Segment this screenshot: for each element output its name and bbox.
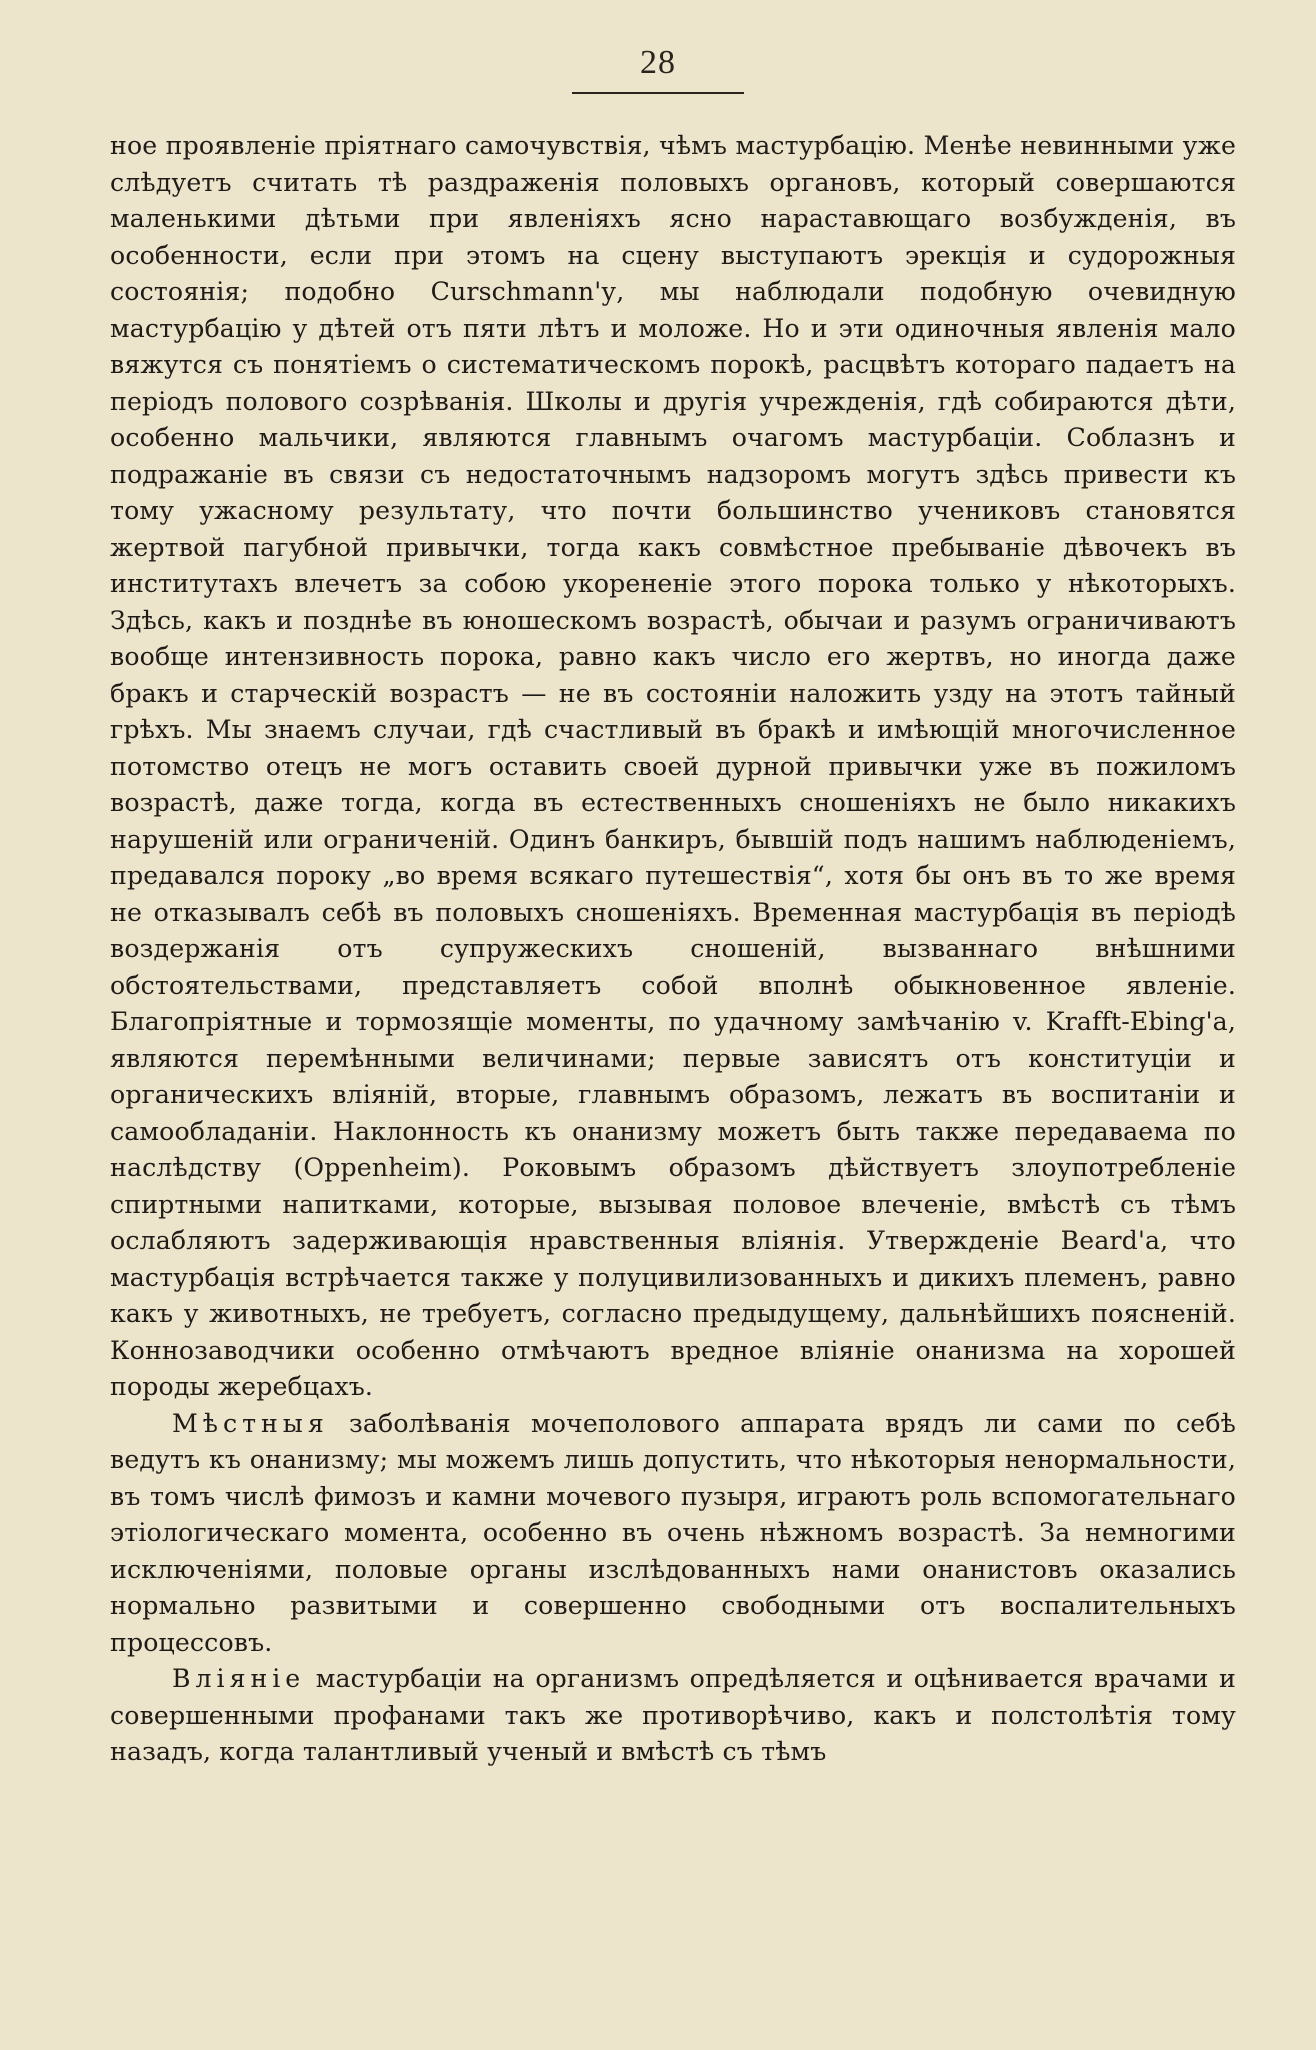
paragraph-3-lead: Вліяніе — [172, 1664, 306, 1693]
header-rule — [572, 92, 744, 94]
paragraph-1-text: ное проявленіе пріятнаго самочувствія, чѣмъ мастурбацію. Менѣе невинными уже слѣдуетъ считать тѣ раздраженія половыхъ органовъ, который совершаются маленькими дѣтьми при явленіяхъ ясно нараставющаго возбужденія, въ особенности, если при этомъ на сцену выступаютъ эрекція и судорожныя состоянія; подобно Curschmann'у, мы наблюдали подобную очевидную мастурбацію у дѣтей отъ пяти лѣтъ и моложе. Но и эти одиночныя явленія мало вяжутся съ понятіемъ о систематическомъ порокѣ, расцвѣтъ котораго падаетъ на періодъ полового созрѣванія. Школы и другія учрежденія, гдѣ собираются дѣти, особенно мальчики, являются главнымъ очагомъ мастурбаціи. Соблазнъ и подражаніе въ связи съ недостаточнымъ надзоромъ могутъ здѣсь привести къ тому ужасному результату, что почти большинство учениковъ становятся жертвой пагубной привычки, тогда какъ совмѣстное пребываніе дѣвочекъ въ институтахъ влечетъ за собою укорененіе этого порока только у нѣкоторыхъ. Здѣсь, какъ и позднѣе въ юношескомъ возрастѣ, обычаи и разумъ ограничиваютъ вообще интензивность порока, равно какъ число его жертвъ, но иногда даже бракъ и старческій возрастъ — не въ состояніи наложить узду на этотъ тайный грѣхъ. Мы знаемъ случаи, гдѣ счастливый въ бракѣ и имѣющій многочисленное потомство отецъ не могъ оставить своей дурной привычки уже въ пожиломъ возрастѣ, даже тогда, когда въ естественныхъ сношеніяхъ не было никакихъ нарушеній или ограниченій. Одинъ банкиръ, бывшій подъ нашимъ наблюденіемъ, предавался пороку „во время всякаго путешествія“, хотя бы онъ въ то же время не отказывалъ себѣ въ половыхъ сношеніяхъ. Временная мастурбація въ періодѣ воздержанія отъ супружескихъ сношеній, вызваннаго внѣшними обстоятельствами, представляетъ собой вполнѣ обыкновенное явленіе. Благопріятные и тормозящіе моменты, по удачному замѣчанію v. Krafft-Ebing'а, являются перемѣнными величинами; первые зависятъ отъ конституціи и органическихъ вліяній, вторые, главнымъ образомъ, лежатъ въ воспитаніи и самообладаніи. Наклонность къ онанизму можетъ быть также передаваема по наслѣдству (Oppenheim). Роковымъ образомъ дѣйствуетъ злоупотребленіе спиртными напитками, которые, вызывая половое влеченіе, вмѣстѣ съ тѣмъ ослабляютъ задерживающія нравственныя вліянія. Утвержденіе Beard'а, что мастурбація встрѣчается также у полуцивилизованныхъ и дикихъ племенъ, равно какъ у животныхъ, не требуетъ, согласно предыдущему, дальнѣйшихъ поясненій. Коннозаводчики особенно отмѣчаютъ вредное вліяніе онанизма на хорошей породы жеребцахъ. — [110, 131, 1236, 1401]
page-header — [0, 44, 1316, 94]
paragraph-1 — [110, 128, 1236, 1406]
paragraph-3 — [110, 1661, 1236, 1771]
paragraph-2-text: заболѣванія мочеполового аппарата врядъ ли сами по себѣ ведутъ къ онанизму; мы можемъ лишь допустить, что нѣкоторыя ненормальности, въ томъ числѣ фимозъ и камни мочевого пузыря, играютъ роль вспомогательнаго этіологическаго момента, особенно въ очень нѣжномъ возрастѣ. За немногими исключеніями, половые органы изслѣдованныхъ нами онанистовъ оказались нормально развитыми и совершенно свободными отъ воспалительныхъ процессовъ. — [110, 1408, 1236, 1657]
paragraph-2 — [110, 1406, 1236, 1662]
body-text — [110, 128, 1236, 1771]
paragraph-3-text: мастурбаціи на организмъ опредѣляется и оцѣнивается врачами и совершенными профанами такъ же противорѣчиво, какъ и полстолѣтія тому назадъ, когда талантливый ученый и вмѣстѣ съ тѣмъ — [110, 1664, 1236, 1766]
page-number: 28 — [640, 44, 676, 81]
paragraph-2-lead: Мѣстныя — [172, 1408, 329, 1438]
